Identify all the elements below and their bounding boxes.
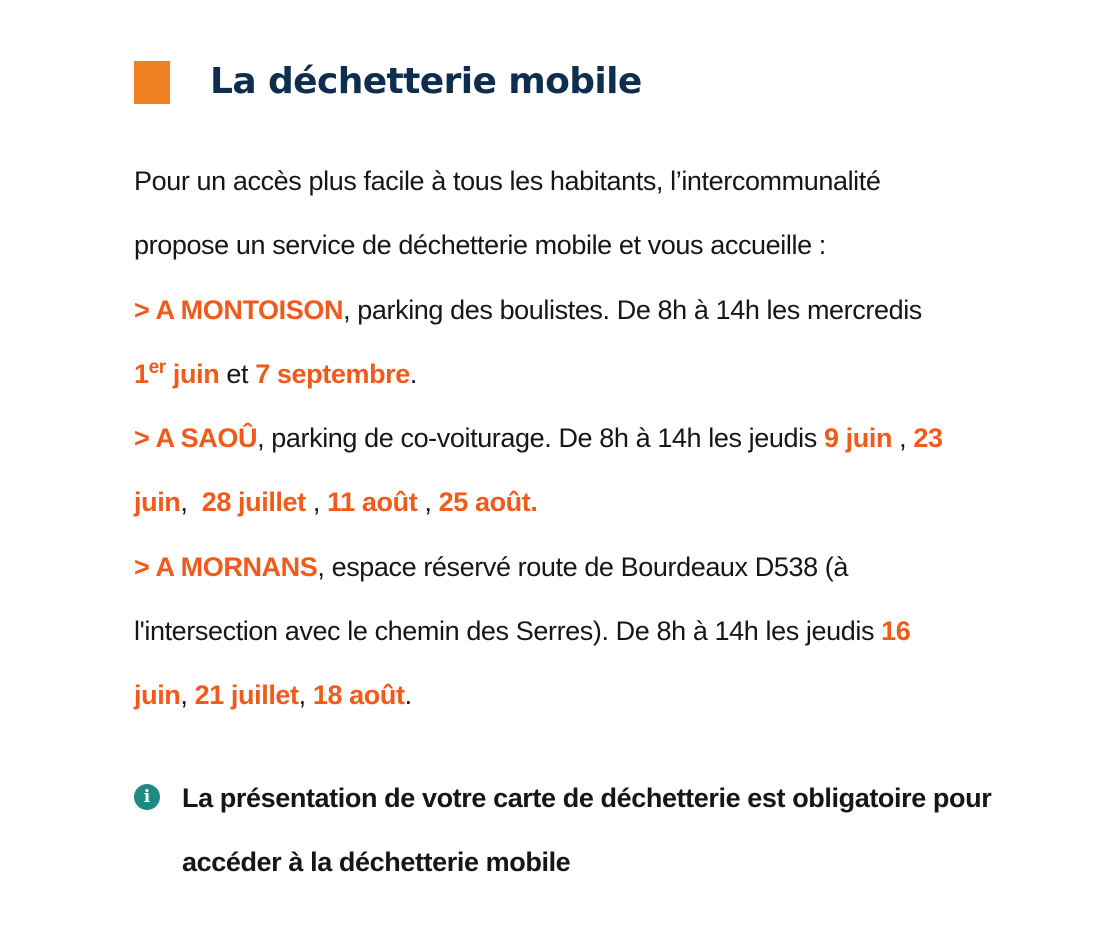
intro-line-1 [134,149,1084,213]
notice-text: La présentation de votre carte de déchetterie est obligatoire pour accéder à la déchetterie mobile [182,783,992,877]
mornans-place: > A MORNANS [134,551,318,582]
saou-sep-2: , [180,487,202,518]
mornans-end: . [404,680,412,711]
saou-sep-1: , [892,423,914,454]
montoison-and: et [219,358,256,389]
montoison-end: . [409,358,418,389]
saou-date-2-day: 23 [913,423,943,454]
saou-sep-4: , [417,487,439,518]
saou-date-1: 9 juin [823,423,893,454]
mornans-sep-2: , [298,680,313,711]
mornans-date-1-month: juin [134,680,181,711]
montoison-place: > A MONTOISON [134,294,344,325]
mornans-line-2 [134,599,1084,663]
saou-date-3: 28 juillet [201,487,306,518]
mornans-date-3: 18 août [312,680,405,711]
section-header [134,60,642,104]
info-icon: i [134,784,160,810]
intro-line-2 [134,213,1084,277]
orange-square-marker [134,61,170,104]
mornans-date-2: 21 juillet [194,680,299,711]
mornans-line-3 [134,663,1084,727]
montoison-date-1: 1er juin [134,356,220,389]
saou-date-5: 25 août [438,487,531,518]
montoison-line-2 [134,342,1084,406]
intro-text-1: Pour un accès plus facile à tous les habitants, l’intercommunalité [134,166,881,196]
saou-date-2-month: juin [134,487,181,518]
montoison-line-1 [134,278,1084,342]
saou-sep-3: , [305,487,328,518]
montoison-date-2: 7 septembre [255,358,410,389]
mornans-details-1: , espace réservé route de Bourdeaux D538 (à [317,551,849,582]
saou-place: > A SAOÛ [134,423,258,454]
mornans-sep-1: , [180,680,195,711]
mornans-details-2: l'intersection avec le chemin des Serres). De 8h à 14h les jeudis [134,616,882,647]
saou-end: . [530,487,538,518]
intro-text-2: propose un service de déchetterie mobile et vous accueille : [134,230,826,261]
saou-details: , parking de co-voiturage. De 8h à 14h les jeudis [257,423,824,454]
section-body [134,149,1084,728]
saou-line-1 [134,406,1084,470]
mornans-line-1 [134,535,1084,599]
section-title: La déchetterie mobile [210,61,642,102]
notice-row [134,766,1084,894]
montoison-details: , parking des boulistes. De 8h à 14h les mercredis [343,294,922,325]
saou-date-4: 11 août [327,487,418,518]
mornans-date-1-day: 16 [881,616,911,647]
saou-line-2 [134,470,1084,534]
